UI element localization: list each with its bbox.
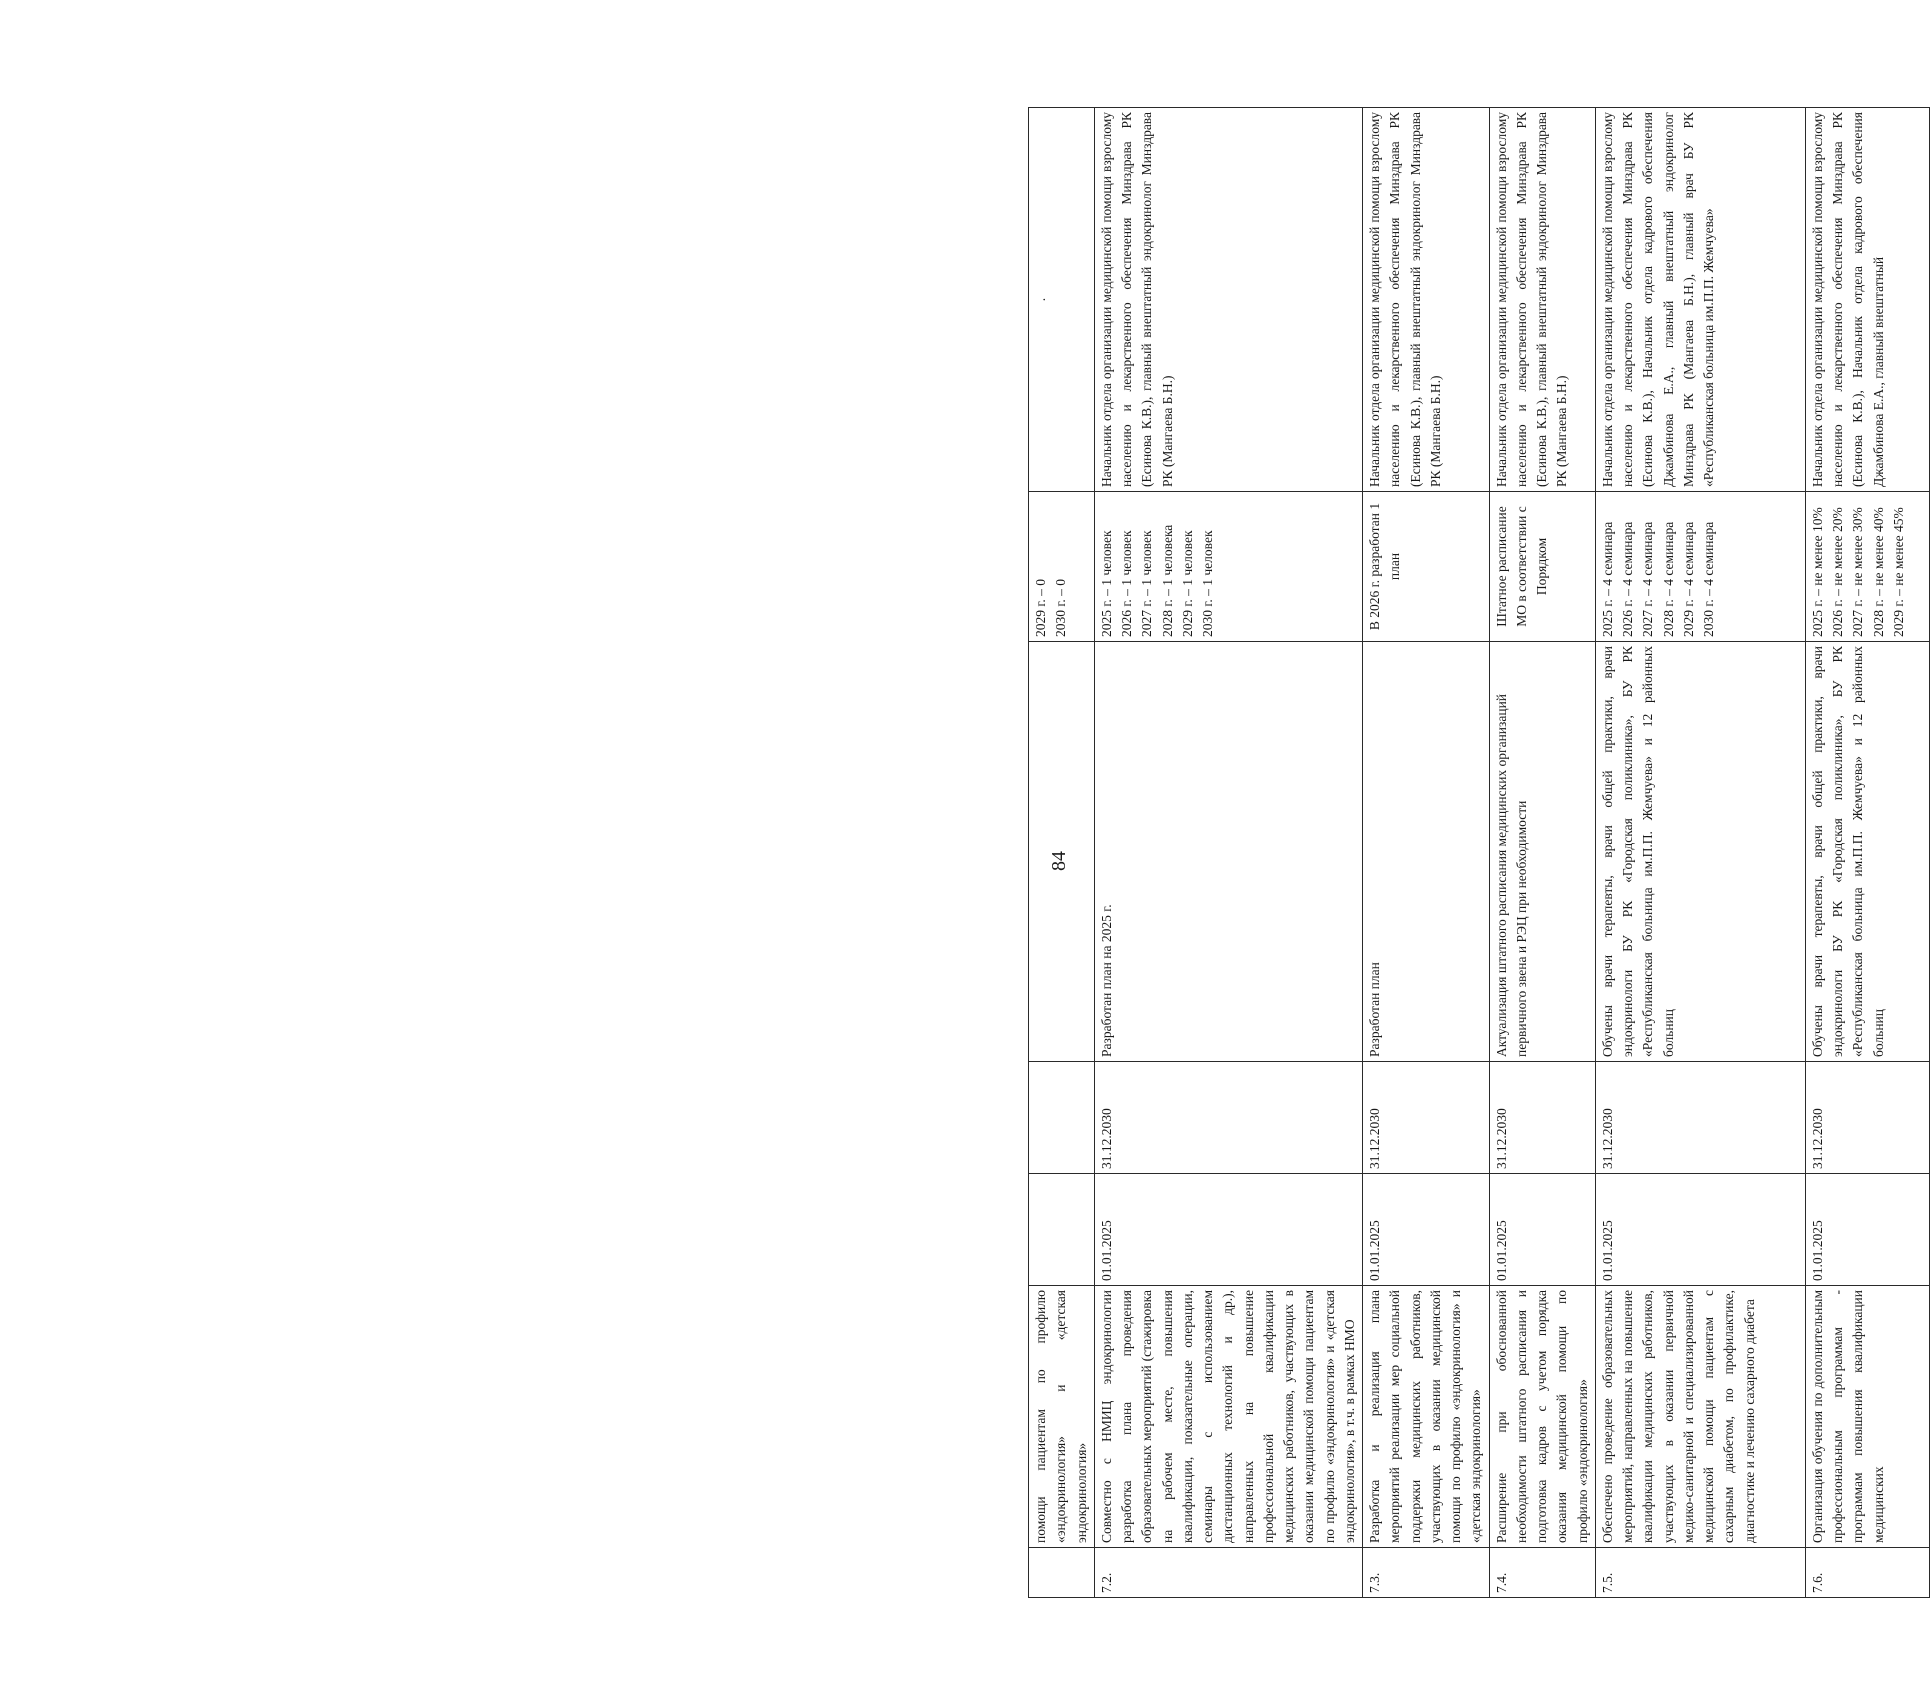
rotated-table-container [1028, 108, 1906, 1598]
row-indicator [1363, 492, 1490, 642]
row-end-date: 31.12.2030 [1595, 1062, 1805, 1174]
indicator-line: 2026 г. – 4 семинара [1620, 521, 1635, 637]
table-row [1805, 108, 1929, 1598]
indicator-line: 2026 г. – 1 человек [1119, 530, 1134, 637]
row-start-date: 01.01.2025 [1489, 1174, 1595, 1286]
indicator-line: 2028 г. – не менее 40% [1870, 507, 1886, 637]
row-responsible: Начальник отдела организации медицинской помощи взрослому населению и лекарственного обеспечения Минздрава РК (Есинова К.В.), главный внештатный эндокринолог Минздрава РК (Мангаева Б.Н.) [1363, 108, 1490, 492]
row-action: Разработка и реализация плана мероприятий реализации мер социальной поддержки медицинских работников, участвующих в оказании медицинской помощи по профилю «эндокринология» и «детская эндокринология» [1363, 1286, 1490, 1548]
row-number [1029, 1548, 1095, 1598]
row-start-date: 01.01.2025 [1595, 1174, 1805, 1286]
row-start-date: 01.01.2025 [1094, 1174, 1362, 1286]
row-action: Расширение при обоснованной необходимости штатного расписания и подготовка кадров с учетом порядка оказания медицинской помощи по профилю «эндокринология» [1489, 1286, 1595, 1548]
row-result: Обучены врачи терапевты, врачи общей практики, врачи эндокринологи БУ РК «Городская поликлиника», БУ РК «Республиканская больница им.П.П. Жемчуева» и 12 районных больниц [1595, 642, 1805, 1062]
indicator-line: 2027 г. – 1 человек [1139, 530, 1155, 637]
row-action: Совместно с НМИЦ эндокринологии разработка плана проведения образовательных мероприятий (стажировка на рабочем месте, повышения квалификации, показательные операции, семинары с использованием дистанционных технологий и др.), направленных на повышение профессиональной квалификации медицинских работников, участвующих в оказании медицинской помощи пациентам по профилю «эндокринология» и «детская эндокринология», в т.ч. в рамках НМО [1094, 1286, 1362, 1548]
indicator-line: 2025 г. – 4 семинара [1599, 521, 1615, 637]
row-number: 7.4. [1489, 1548, 1595, 1598]
indicator-line: 2027 г. – не менее 30% [1850, 507, 1866, 637]
row-end-date [1029, 1062, 1095, 1174]
table-row [1363, 108, 1490, 1598]
row-action: Организация обучения по дополнительным профессиональным программам - программам повышения квалификации медицинских [1805, 1286, 1929, 1548]
row-indicator [1595, 492, 1805, 642]
indicator-line: 2027 г. – 4 семинара [1640, 521, 1656, 637]
row-indicator [1805, 492, 1929, 642]
row-action: Обеспечено проведение образовательных мероприятий, направленных на повышение квалификации медицинских работников, участвующих в оказании первичной медико-санитарной и специализированной медицинской помощи пациентам с сахарным диабетом, по профилактике, диагностике и лечению сахарного диабета [1595, 1286, 1805, 1548]
row-indicator [1094, 492, 1362, 642]
row-start-date: 01.01.2025 [1805, 1174, 1929, 1286]
row-responsible: Начальник отдела организации медицинской помощи взрослому населению и лекарственного обеспечения Минздрава РК (Есинова К.В.), Начальник отдела кадрового обеспечения Джамбинова Е.А., главный внештатный [1805, 108, 1929, 492]
table-row [1595, 108, 1805, 1598]
row-responsible: Начальник отдела организации медицинской помощи взрослому населению и лекарственного обеспечения Минздрава РК (Есинова К.В.), Начальник отдела кадрового обеспечения Джамбинова Е.А., главный внештатный эндокринолог Минздрава РК (Мангаева Б.Н.), главный врач БУ РК «Республиканская больница им.П.П. Жемчуева» [1595, 108, 1805, 492]
row-number: 7.6. [1805, 1548, 1929, 1598]
row-number: 7.2. [1094, 1548, 1362, 1598]
row-number: 7.3. [1363, 1548, 1490, 1598]
indicator-line: 2030 г. – 1 человек [1200, 530, 1215, 637]
row-start-date [1029, 1174, 1095, 1286]
indicator-line: 2030 г. – 4 семинара [1701, 521, 1716, 637]
row-indicator [1489, 492, 1595, 642]
row-end-date: 31.12.2030 [1094, 1062, 1362, 1174]
row-end-date: 31.12.2030 [1805, 1062, 1929, 1174]
row-number: 7.5. [1595, 1548, 1805, 1598]
row-result: Обучены врачи терапевты, врачи общей практики, врачи эндокринологи БУ РК «Городская поликлиника», БУ РК «Республиканская больница им.П.П. Жемчуева» и 12 районных больниц [1805, 642, 1929, 1062]
indicator-line: 2029 г. – 0 [1033, 578, 1048, 637]
indicator-line: 2025 г. – не менее 10% [1809, 507, 1825, 637]
row-result: Актуализация штатного расписания медицинских организаций первичного звена и РЭЦ при необходимости [1489, 642, 1595, 1062]
row-result: Разработан план на 2025 г. [1094, 642, 1362, 1062]
indicator-line: 2025 г. – 1 человек [1098, 530, 1114, 637]
action-plan-table [1028, 107, 1930, 1598]
page-number: 84 [1048, 851, 1070, 871]
indicator-line: 2029 г. – 1 человек [1179, 530, 1195, 637]
indicator-line: Штатное расписание МО в соответствии с Порядком [1493, 506, 1549, 627]
indicator-line: 2029 г. – не менее 45% [1890, 507, 1906, 637]
row-end-date: 31.12.2030 [1489, 1062, 1595, 1174]
indicator-line: 2028 г. – 1 человека [1159, 524, 1175, 637]
row-end-date: 31.12.2030 [1363, 1062, 1490, 1174]
row-indicator [1029, 492, 1095, 642]
row-responsible: . [1029, 108, 1095, 492]
table-row [1489, 108, 1595, 1598]
indicator-line: 2026 г. – не менее 20% [1830, 507, 1845, 637]
row-result: Разработан план [1363, 642, 1490, 1062]
row-action: помощи пациентам по профилю «эндокринология» и «детская эндокринология» [1029, 1286, 1095, 1548]
indicator-line: 2029 г. – 4 семинара [1680, 521, 1696, 637]
row-start-date: 01.01.2025 [1363, 1174, 1490, 1286]
indicator-line: 2028 г. – 4 семинара [1660, 521, 1676, 637]
table-row [1094, 108, 1362, 1598]
indicator-line: В 2026 г. разработан 1 план [1367, 502, 1403, 631]
indicator-line: 2030 г. – 0 [1053, 578, 1069, 637]
row-responsible: Начальник отдела организации медицинской помощи взрослому населению и лекарственного обеспечения Минздрава РК (Есинова К.В.), главный внештатный эндокринолог Минздрава РК (Мангаева Б.Н.) [1489, 108, 1595, 492]
row-responsible: Начальник отдела организации медицинской помощи взрослому населению и лекарственного обеспечения Минздрава РК (Есинова К.В.), главный внештатный эндокринолог Минздрава РК (Мангаева Б.Н.) [1094, 108, 1362, 492]
